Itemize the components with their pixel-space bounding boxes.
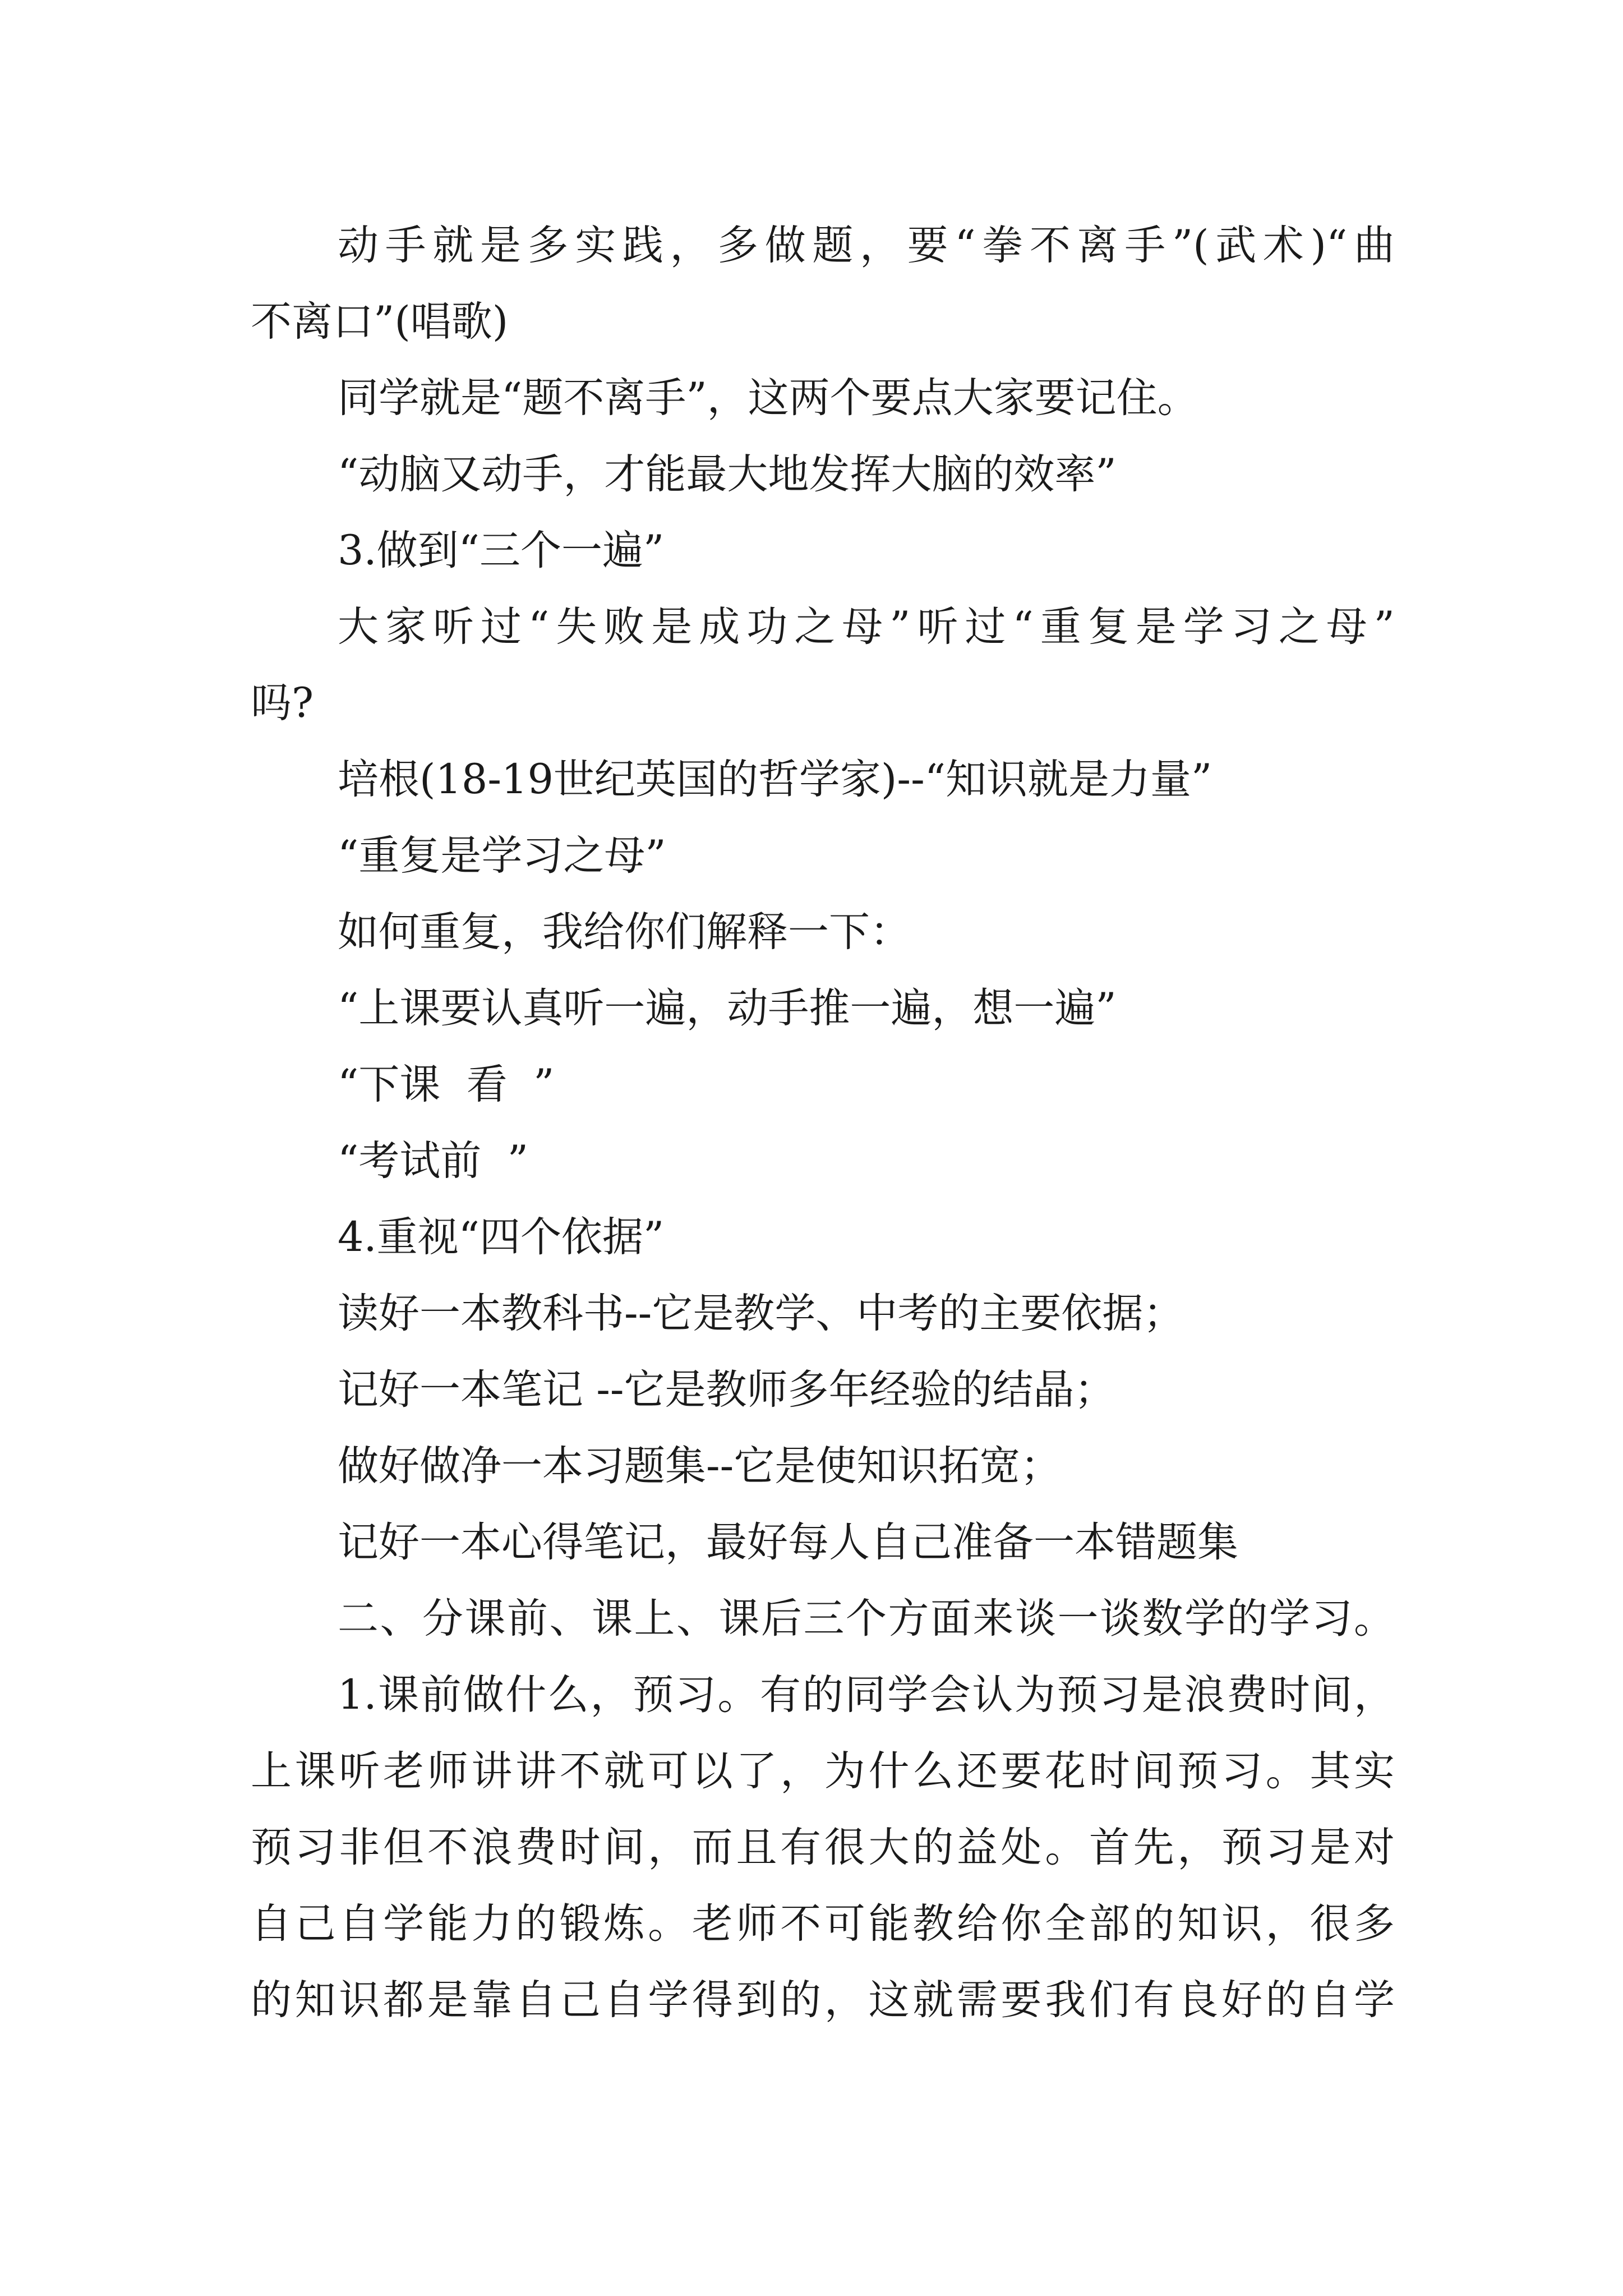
- text-line: 预习非但不浪费时间，而且有很大的益处。首先，预习是对: [251, 1824, 1395, 1871]
- text-line: “上课要认真听一遍，动手推一遍，想一遍”: [338, 984, 1117, 1032]
- text-line: “动脑又动手，才能最大地发挥大脑的效率”: [338, 450, 1117, 498]
- text-line: 如何重复，我给你们解释一下：: [338, 908, 911, 956]
- text-line: 的知识都是靠自己自学得到的，这就需要我们有良好的自学: [251, 1976, 1395, 2024]
- text-line: 4.重视“四个依据”: [338, 1213, 665, 1261]
- text-line: 1.课前做什么，预习。有的同学会认为预习是浪费时间，: [338, 1671, 1395, 1719]
- text-line: 同学就是“题不离手”，这两个要点大家要记住。: [338, 374, 1198, 422]
- text-line: 培根(18-19世纪英国的哲学家)--“知识就是力量”: [338, 756, 1212, 803]
- text-line: 记好一本心得笔记，最好每人自己准备一本错题集: [338, 1519, 1238, 1566]
- text-line: 记好一本笔记 --它是教师多年经验的结晶；: [338, 1366, 1115, 1414]
- text-line: 3.做到“三个一遍”: [338, 527, 665, 574]
- text-line: 自己自学能力的锻炼。老师不可能教给你全部的知识，很多: [251, 1900, 1395, 1948]
- text-line: 上课听老师讲讲不就可以了，为什么还要花时间预习。其实: [251, 1747, 1395, 1795]
- text-line: 读好一本教科书--它是教学、中考的主要依据；: [338, 1290, 1184, 1337]
- text-line: 大家听过“失败是成功之母”听过“重复是学习之母”: [338, 603, 1395, 651]
- text-line: “考试前 ”: [338, 1137, 529, 1185]
- text-line: 做好做净一本习题集--它是使知识拓宽；: [338, 1442, 1062, 1490]
- text-line: “重复是学习之母”: [338, 832, 666, 880]
- text-line: 动手就是多实践，多做题，要“拳不离手”(武术)“曲: [338, 222, 1395, 269]
- text-line: 不离口”(唱歌): [251, 298, 509, 346]
- text-line: “下课 看 ”: [338, 1061, 555, 1108]
- body-text: [251, 208, 1395, 2039]
- text-line: 二、分课前、课上、课后三个方面来谈一谈数学的学习。: [338, 1595, 1395, 1642]
- text-line: 吗?: [251, 679, 314, 727]
